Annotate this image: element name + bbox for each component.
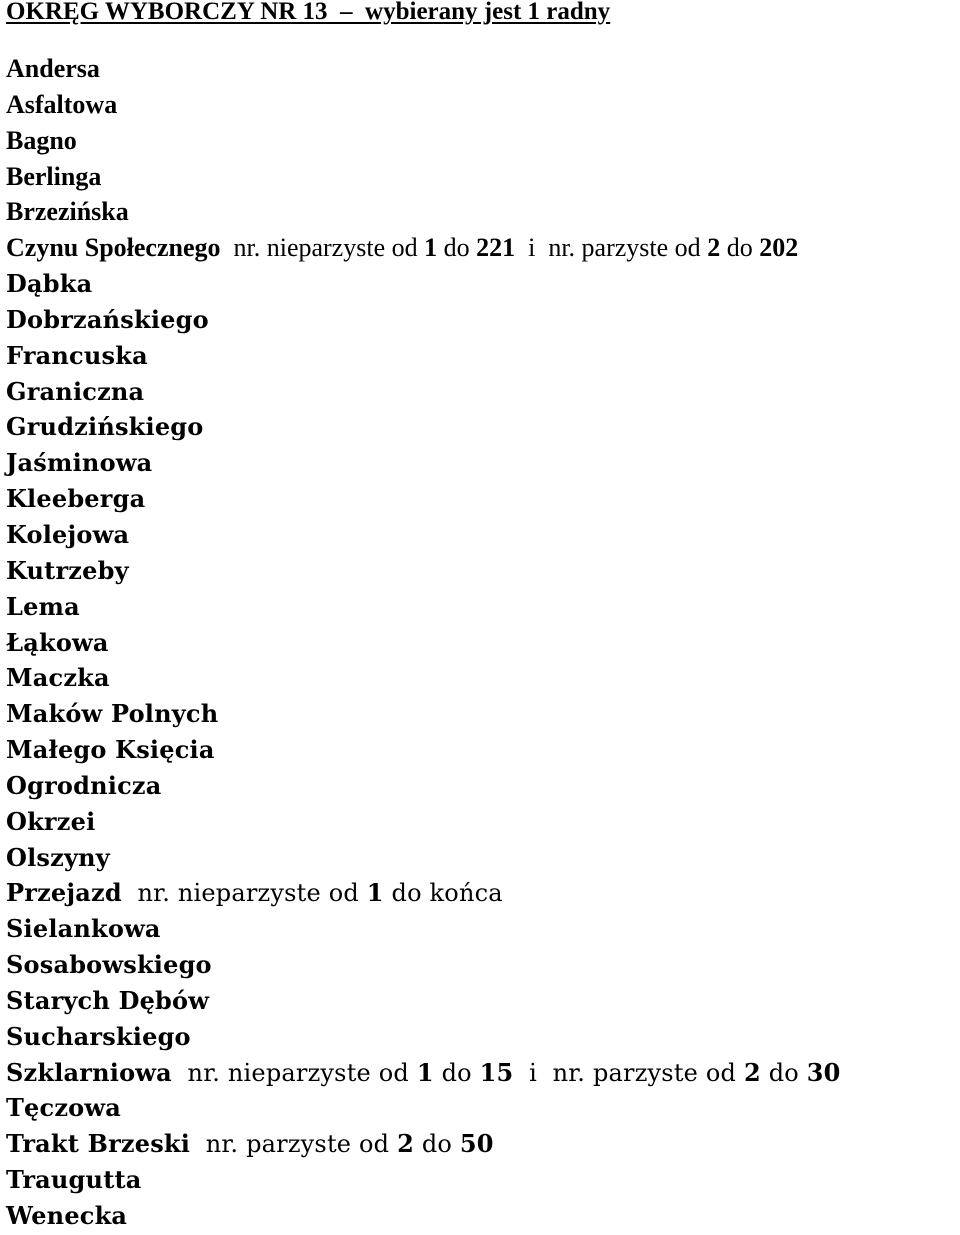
street-list — [0, 51, 960, 1234]
range-text: do — [413, 1130, 460, 1159]
street-row — [0, 1019, 960, 1055]
street-name: Przejazd — [6, 878, 122, 908]
street-row — [0, 374, 960, 410]
street-row — [0, 481, 960, 517]
street-name: Sielankowa — [6, 914, 161, 944]
street-row — [0, 1126, 960, 1162]
street-name: Maczka — [6, 663, 110, 693]
street-row — [0, 87, 960, 123]
street-name: Jaśminowa — [6, 448, 153, 478]
street-row — [0, 1198, 960, 1234]
street-name: Sucharskiego — [6, 1021, 191, 1051]
street-row — [0, 732, 960, 768]
house-number: 2 — [707, 233, 721, 263]
range-text: do — [720, 233, 760, 263]
street-row — [0, 589, 960, 625]
page-title: OKRĘG WYBORCZY NR 13 – wybierany jest 1 radny — [6, 0, 611, 25]
street-name: Asfaltowa — [6, 89, 118, 119]
street-row — [0, 947, 960, 983]
street-row — [0, 1055, 960, 1091]
street-name: Grudzińskiego — [6, 412, 204, 442]
street-row — [0, 983, 960, 1019]
range-text: nr. nieparzyste od — [121, 879, 367, 908]
house-number: 2 — [397, 1129, 414, 1159]
street-name: Berlinga — [6, 161, 102, 191]
street-row — [0, 1162, 960, 1198]
street-row — [0, 625, 960, 661]
street-row — [0, 553, 960, 589]
house-number: 202 — [759, 233, 799, 263]
street-name: Kutrzeby — [6, 555, 129, 585]
street-row — [0, 194, 960, 230]
street-row — [0, 123, 960, 159]
street-number-range — [172, 1059, 841, 1087]
street-row — [0, 51, 960, 87]
street-row — [0, 409, 960, 445]
street-name: Okrzei — [6, 806, 96, 836]
street-name: Traugutta — [6, 1165, 142, 1195]
range-text: do — [433, 1058, 480, 1087]
street-row — [0, 804, 960, 840]
street-row — [0, 875, 960, 911]
street-row — [0, 338, 960, 374]
street-name: Maków Polnych — [6, 699, 219, 729]
range-text: nr. parzyste od — [190, 1130, 398, 1159]
street-name: Trakt Brzeski — [6, 1129, 191, 1159]
street-name: Graniczna — [6, 376, 145, 406]
street-name: Sosabowskiego — [6, 950, 212, 980]
street-name: Szklarniowa — [6, 1057, 172, 1087]
house-number: 221 — [476, 233, 516, 263]
street-name: Kolejowa — [6, 519, 130, 549]
house-number: 50 — [459, 1129, 494, 1159]
street-number-range — [221, 233, 799, 262]
house-number: 2 — [743, 1057, 761, 1087]
street-name: Bagno — [6, 125, 77, 155]
house-number: 15 — [479, 1057, 514, 1087]
street-row — [0, 230, 960, 266]
street-name: Wenecka — [6, 1201, 128, 1230]
street-name: Małego Księcia — [6, 735, 215, 765]
street-name: Tęczowa — [6, 1093, 121, 1123]
house-number: 30 — [806, 1057, 841, 1087]
street-name: Brzezińska — [6, 197, 129, 227]
house-number: 1 — [424, 233, 438, 263]
street-name: Dobrzańskiego — [6, 304, 209, 334]
street-row — [0, 266, 960, 302]
house-number: 1 — [416, 1057, 434, 1087]
street-name: Lema — [6, 591, 80, 621]
street-row — [0, 517, 960, 553]
range-text: nr. nieparzyste od — [220, 233, 425, 263]
street-name: Olszyny — [6, 842, 110, 872]
range-text: do końca — [383, 879, 503, 908]
street-row — [0, 302, 960, 338]
range-text: i nr. parzyste od — [515, 233, 708, 263]
house-number: 1 — [366, 878, 384, 908]
street-name: Starych Dębów — [6, 985, 210, 1015]
street-row — [0, 660, 960, 696]
street-row — [0, 1090, 960, 1126]
street-name: Łąkowa — [6, 627, 109, 657]
street-row — [0, 840, 960, 876]
range-text: do — [437, 233, 477, 263]
street-number-range — [190, 1130, 494, 1158]
range-text: do — [760, 1058, 807, 1087]
street-name: Francuska — [6, 340, 148, 370]
range-text: i nr. parzyste od — [513, 1058, 744, 1087]
street-name: Andersa — [6, 54, 100, 83]
street-name: Dąbka — [6, 269, 93, 299]
street-name: Czynu Społecznego — [6, 233, 221, 263]
street-row — [0, 445, 960, 481]
street-row — [0, 768, 960, 804]
street-name: Kleeberga — [6, 484, 146, 514]
street-row — [0, 159, 960, 195]
range-text: nr. nieparzyste od — [171, 1058, 417, 1087]
street-row — [0, 696, 960, 732]
street-number-range — [122, 879, 503, 907]
street-name: Ogrodnicza — [6, 770, 162, 800]
street-row — [0, 911, 960, 947]
